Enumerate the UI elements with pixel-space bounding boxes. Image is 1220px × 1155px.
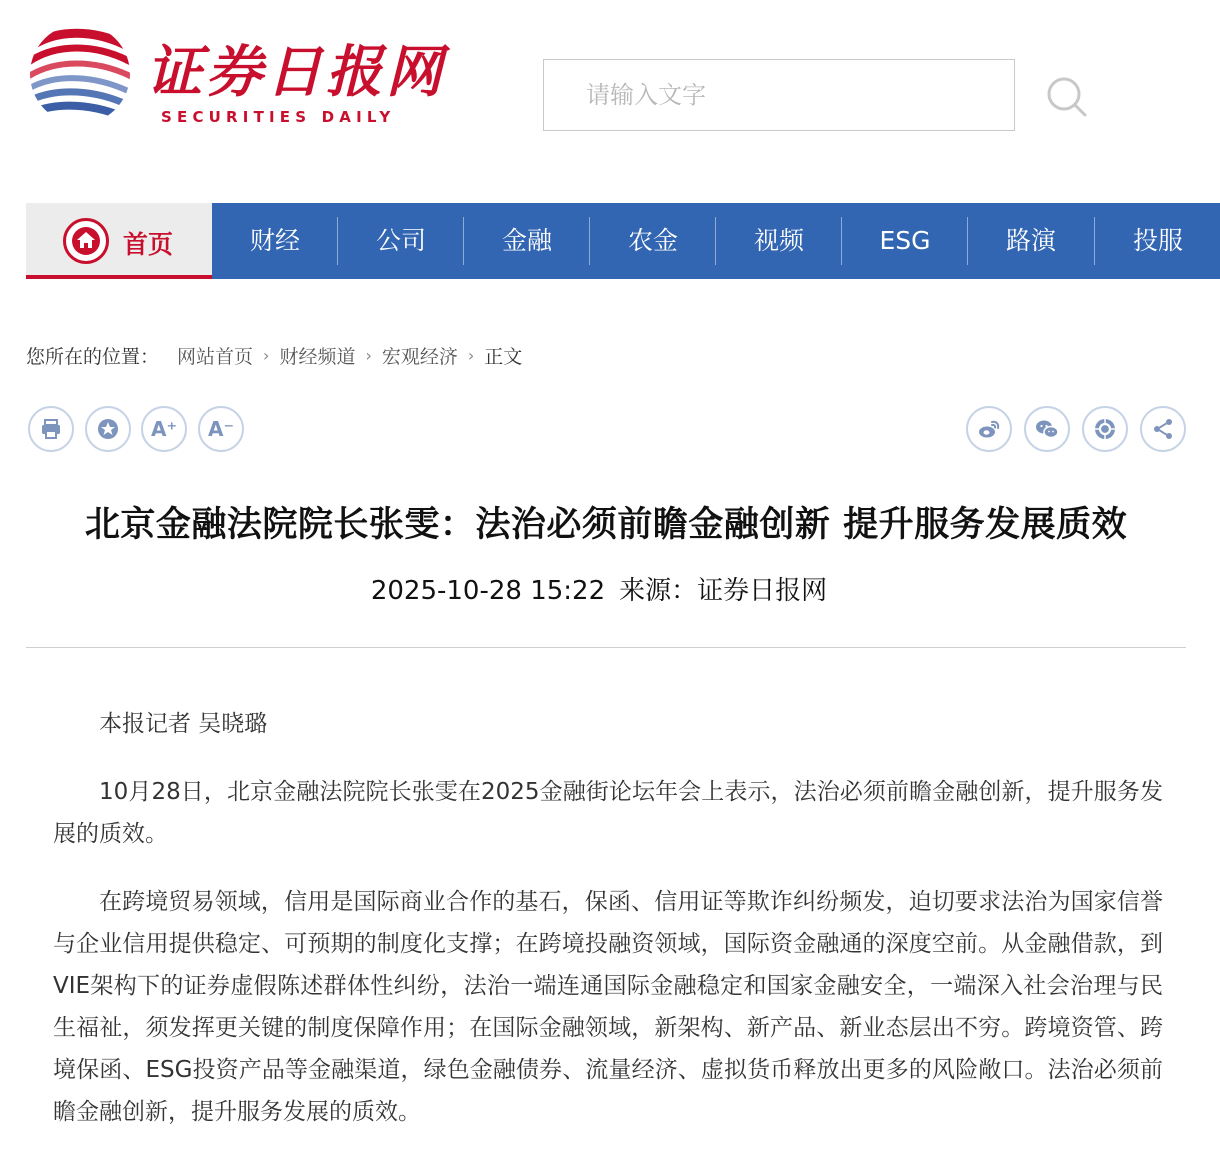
font-decrease-icon: A⁻ [207,417,235,441]
breadcrumb-site-home[interactable]: 网站首页 [177,346,254,368]
nav-item-esg[interactable]: ESG [879,226,931,255]
breadcrumb-finance-channel[interactable]: 财经频道 [279,346,356,368]
wechat-icon [1035,417,1059,441]
article-title: 北京金融法院院长张雯：法治必须前瞻金融创新 提升服务发展质效 [84,505,1128,545]
share-more-button[interactable] [1140,406,1186,452]
breadcrumb-current: 正文 [484,346,523,368]
font-decrease-button[interactable] [198,406,244,452]
breadcrumb-macro-economy[interactable]: 宏观经济 [381,346,458,368]
search-icon[interactable] [1045,75,1089,119]
search-box [543,59,1015,131]
nav-item-banking[interactable]: 金融 [501,226,552,255]
search-input[interactable] [544,60,1014,130]
article-meta [0,570,1198,607]
share-wechat-button[interactable] [1024,406,1070,452]
nav-item-agri-finance[interactable]: 农金 [627,226,678,255]
main-nav [26,203,1220,279]
article-source: 来源：证券日报网 [619,576,828,606]
star-icon [96,417,120,441]
breadcrumb-lead: 您所在的位置： [26,346,160,368]
weibo-icon [977,417,1001,441]
nav-item-roadshow[interactable]: 路演 [1005,226,1056,255]
site-logo[interactable] [28,22,446,132]
share-icon [1151,417,1175,441]
nav-item-investor-service[interactable]: 投服 [1132,226,1183,255]
print-button[interactable] [28,406,74,452]
article-byline: 本报记者 吴晓璐 [99,711,268,737]
chevron-right-icon: › [467,346,475,365]
nav-item-finance[interactable]: 财经 [249,226,300,255]
logo-english-text: SECURITIES DAILY [161,108,396,126]
divider [26,647,1186,648]
share-qzone-button[interactable] [1082,406,1128,452]
qzone-icon [1093,417,1117,441]
font-increase-button[interactable] [141,406,187,452]
favorite-button[interactable] [85,406,131,452]
article-paragraph: 10月28日，北京金融法院院长张雯在2025金融街论坛年会上表示，法治必须前瞻金融创新，提升服务发展的质效。 [53,779,1163,847]
nav-home-label: 首页 [123,230,174,259]
share-weibo-button[interactable] [966,406,1012,452]
article-datetime: 2025-10-28 15:22 [370,576,606,606]
article-body [53,703,1163,1155]
chevron-right-icon: › [365,346,372,365]
print-icon [39,417,63,441]
logo-chinese-text: 证券日报网 [146,39,446,105]
font-increase-icon: A⁺ [150,417,178,441]
home-icon [63,218,109,264]
article-paragraph: 在跨境贸易领域，信用是国际商业合作的基石，保函、信用证等欺诈纠纷频发，迫切要求法治为国家信誉与企业信用提供稳定、可预期的制度化支撑；在跨境投融资领域，国际资金融通的深度空前。从金融借款，到VIE架构下的证券虚假陈述群体性纠纷，法治一端连通国际金融稳定和国家金融安全，一端深入社会治理与民生福祉，须发挥更关键的制度保障作用；在国际金融领域，新架构、新产品、新业态层出不穷。跨境资管、跨境保函、ESG投资产品等金融渠道，绿色金融债券、流量经济、虚拟货币释放出更多的风险敞口。法治必须前瞻金融创新，提升服务发展的质效。 [53,889,1163,1125]
logo-mark-icon [28,22,132,126]
nav-item-company[interactable]: 公司 [375,226,426,255]
chevron-right-icon: › [263,346,270,365]
nav-item-home[interactable] [26,203,212,279]
breadcrumb [26,342,522,369]
nav-item-video[interactable]: 视频 [753,226,804,255]
